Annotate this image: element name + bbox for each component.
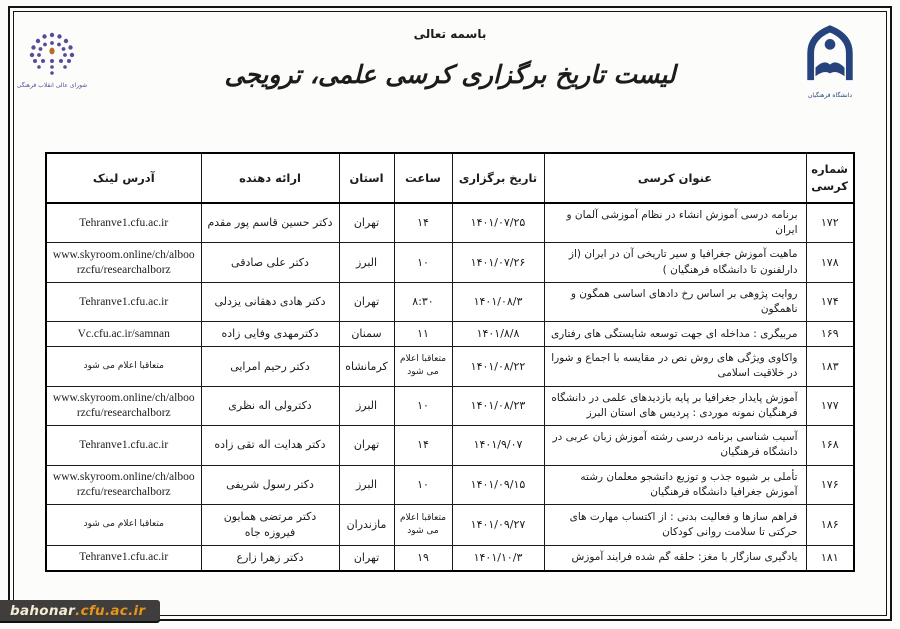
- cell-date: ۱۴۰۱/۱۰/۳: [452, 545, 544, 570]
- cell-presenter: دکتر هادی دهقانی یزدلی: [201, 282, 339, 321]
- cell-time: ۱۰: [394, 386, 452, 425]
- cell-title: روایت پژوهی بر اساس رخ دادهای اساسی همگون و ناهمگون: [544, 282, 806, 321]
- cell-no: ۱۷۲: [806, 203, 854, 243]
- table-header-row: [46, 153, 854, 203]
- footer-watermark: [0, 600, 160, 621]
- cell-title: آموزش پایدار جغرافیا بر پایه بازدیدهای علمی در دانشگاه فرهنگیان نمونه موردی : پردیس های استان البرز: [544, 386, 806, 425]
- table-row: [46, 203, 854, 243]
- footer-site-domain: .cfu.ac.ir: [75, 602, 146, 619]
- cell-time: ۱۰: [394, 243, 452, 282]
- cell-title: تأملی بر شیوه جذب و توزیع دانشجو معلمان رشته آموزش جغرافیا دانشگاه فرهنگیان: [544, 465, 806, 504]
- cell-date: ۱۴۰۱/۰۷/۲۶: [452, 243, 544, 282]
- cell-link: متعاقبا اعلام می شود: [46, 347, 201, 386]
- cell-date: ۱۴۰۱/۰۹/۱۵: [452, 465, 544, 504]
- cell-time: ۱۴: [394, 426, 452, 465]
- cell-date: ۱۴۰۱/۸/۸: [452, 322, 544, 347]
- cell-presenter: دکتر رحیم امرایی: [201, 347, 339, 386]
- cell-date: ۱۴۰۱/۹/۰۷: [452, 426, 544, 465]
- cell-time: ۸:۳۰: [394, 282, 452, 321]
- cell-no: ۱۸۱: [806, 545, 854, 570]
- cell-no: ۱۸۳: [806, 347, 854, 386]
- cell-title: برنامه درسی آموزش انشاء در نظام آموزشی آلمان و ایران: [544, 203, 806, 243]
- col-header-title: عنوان کرسی: [544, 153, 806, 203]
- cell-time: ۱۰: [394, 465, 452, 504]
- university-logo-caption: دانشگاه فرهنگیان: [807, 92, 853, 99]
- col-header-province: استان: [339, 153, 394, 203]
- table-row: [46, 347, 854, 386]
- cell-province: تهران: [339, 203, 394, 243]
- cell-province: تهران: [339, 545, 394, 570]
- cell-link: www.skyroom.online/ch/alboorzcfu/researchalborz: [46, 243, 201, 282]
- table-row: [46, 426, 854, 465]
- bismillah-text: باسمه تعالی: [413, 27, 487, 41]
- cell-title: آسیب شناسی برنامه درسی رشته آموزش زبان عربی در دانشگاه فرهنگیان: [544, 426, 806, 465]
- cell-province: تهران: [339, 282, 394, 321]
- cell-province: سمنان: [339, 322, 394, 347]
- table-row: [46, 243, 854, 282]
- schedule-table: [45, 152, 855, 572]
- cell-date: ۱۴۰۱/۰۷/۲۵: [452, 203, 544, 243]
- cell-time: ۱۴: [394, 203, 452, 243]
- cell-link: www.skyroom.online/ch/alboorzcfu/researchalborz: [46, 386, 201, 425]
- cell-presenter: دکتر زهرا زارع: [201, 545, 339, 570]
- col-header-link: آدرس لینک: [46, 153, 201, 203]
- cell-province: البرز: [339, 465, 394, 504]
- cell-presenter: دکتر هدایت اله تقی زاده: [201, 426, 339, 465]
- table-row: [46, 322, 854, 347]
- cell-no: ۱۷۷: [806, 386, 854, 425]
- table-row: [46, 545, 854, 570]
- cell-presenter: دکتر علی صادقی: [201, 243, 339, 282]
- col-header-no: شماره کرسی: [806, 153, 854, 203]
- cell-province: البرز: [339, 243, 394, 282]
- cell-province: کرمانشاه: [339, 347, 394, 386]
- cell-link: Tehranve1.cfu.ac.ir: [46, 545, 201, 570]
- cell-time: متعاقبا اعلام می شود: [394, 505, 452, 546]
- table-row: [46, 386, 854, 425]
- cell-presenter: دکترمهدی وفایی زاده: [201, 322, 339, 347]
- cell-title: فراهم سازها و فعالیت بدنی : از اکتساب مهارت های حرکتی تا سلامت روانی کودکان: [544, 505, 806, 546]
- cell-no: ۱۶۸: [806, 426, 854, 465]
- council-logo-caption: شورای عالی انقلاب فرهنگی: [16, 82, 88, 89]
- cell-date: ۱۴۰۱/۰۸/۲۲: [452, 347, 544, 386]
- cell-presenter: دکتر حسین قاسم پور مقدم: [201, 203, 339, 243]
- table-row: [46, 282, 854, 321]
- cell-no: ۱۶۹: [806, 322, 854, 347]
- cell-no: ۱۷۶: [806, 465, 854, 504]
- university-logo: [798, 22, 862, 100]
- cell-date: ۱۴۰۱/۰۸/۲۳: [452, 386, 544, 425]
- cell-date: ۱۴۰۱/۰۹/۲۷: [452, 505, 544, 546]
- cell-time: متعاقبا اعلام می شود: [394, 347, 452, 386]
- cell-link: Tehranve1.cfu.ac.ir: [46, 203, 201, 243]
- cell-time: ۱۹: [394, 545, 452, 570]
- cell-link: www.skyroom.online/ch/alboorzcfu/researchalborz: [46, 465, 201, 504]
- cell-link: Vc.cfu.ac.ir/samnan: [46, 322, 201, 347]
- council-emblem-icon: [27, 28, 77, 82]
- footer-site-name: bahonar: [10, 602, 76, 619]
- cell-presenter: دکتر رسول شریفی: [201, 465, 339, 504]
- cell-date: ۱۴۰۱/۰۸/۳: [452, 282, 544, 321]
- university-emblem-icon: [801, 22, 859, 92]
- col-header-presenter: ارائه دهنده: [201, 153, 339, 203]
- table-row: [46, 505, 854, 546]
- page-title: لیست تاریخ برگزاری کرسی علمی، ترویجی: [224, 60, 676, 89]
- table-row: [46, 465, 854, 504]
- cell-presenter: دکترولی اله نظری: [201, 386, 339, 425]
- col-header-time: ساعت: [394, 153, 452, 203]
- cell-province: مازندران: [339, 505, 394, 546]
- col-header-date: تاریخ برگزاری: [452, 153, 544, 203]
- cell-title: مربیگری : مداخله ای جهت توسعه شایستگی های رفتاری: [544, 322, 806, 347]
- council-logo: [16, 28, 88, 90]
- cell-no: ۱۸۶: [806, 505, 854, 546]
- cell-title: ماهیت آموزش جغرافیا و سیر تاریخی آن در ایران (از دارلفنون تا دانشگاه فرهنگیان ): [544, 243, 806, 282]
- cell-no: ۱۷۸: [806, 243, 854, 282]
- cell-link: Tehranve1.cfu.ac.ir: [46, 426, 201, 465]
- cell-title: یادگیری سازگار با مغز: حلقه گم شده فرایند آموزش: [544, 545, 806, 570]
- cell-title: واکاوی ویژگی های روش نص در مقایسه با اجماع و شورا در خلاقیت اسلامی: [544, 347, 806, 386]
- cell-no: ۱۷۴: [806, 282, 854, 321]
- cell-presenter: دکتر مرتضی همایون فیروزه جاه: [201, 505, 339, 546]
- cell-time: ۱۱: [394, 322, 452, 347]
- cell-link: Tehranve1.cfu.ac.ir: [46, 282, 201, 321]
- cell-province: البرز: [339, 386, 394, 425]
- cell-link: متعاقبا اعلام می شود: [46, 505, 201, 546]
- cell-province: تهران: [339, 426, 394, 465]
- schedule-table-body: [46, 203, 854, 571]
